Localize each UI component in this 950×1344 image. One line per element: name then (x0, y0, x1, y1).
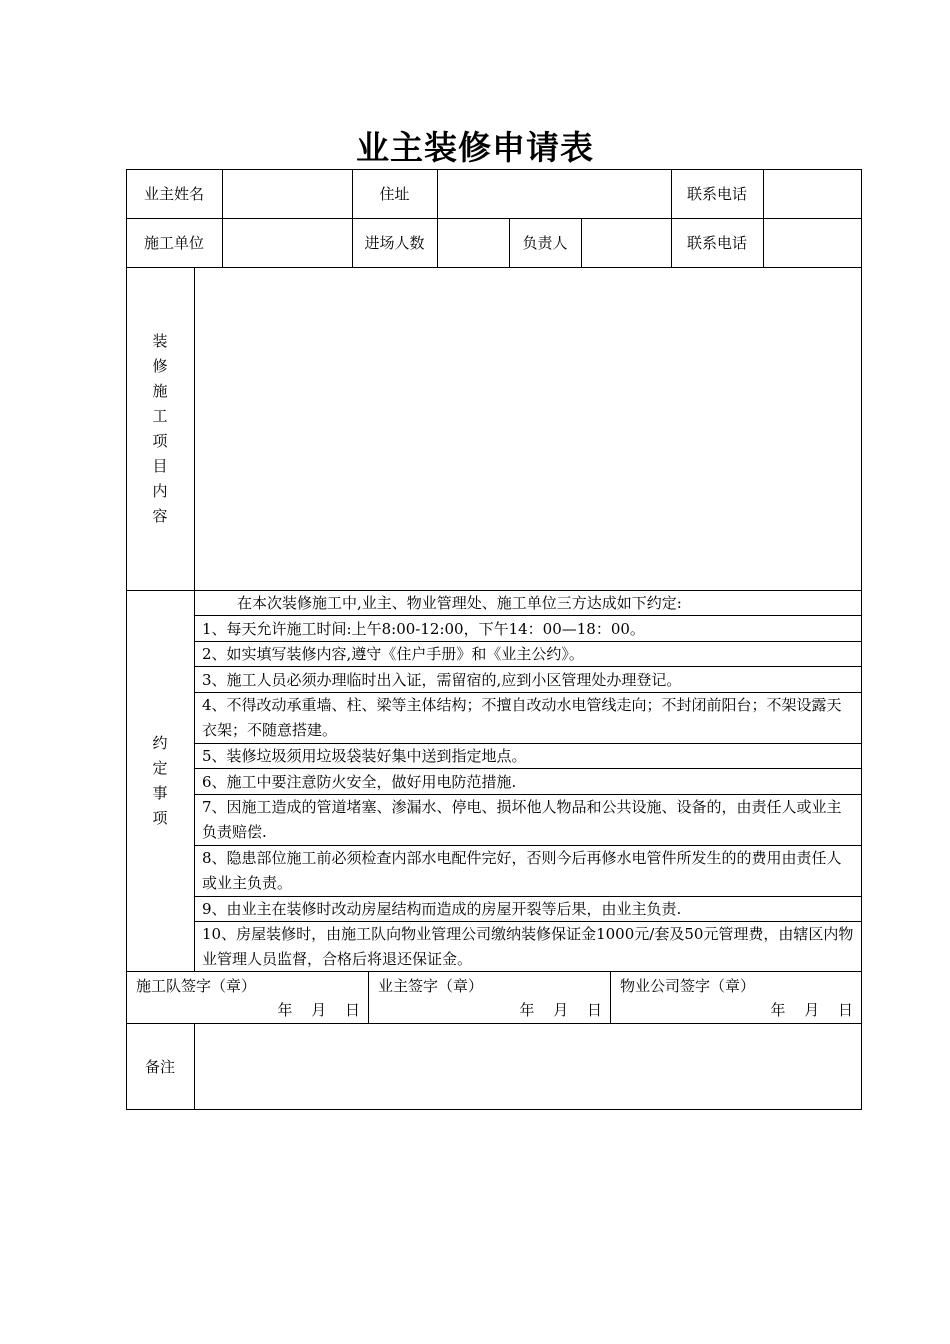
property-signature-label: 物业公司签字（章） (620, 977, 756, 995)
owner-phone-label: 联系电话 (686, 185, 747, 203)
owner-signature-date: 年 月 日 (519, 1001, 602, 1019)
agreement-item: 5、装修垃圾须用垃圾袋装好集中送到指定地点。 (202, 747, 527, 765)
agreement-intro: 在本次装修施工中,业主、物业管理处、施工单位三方达成如下约定: (237, 594, 682, 612)
headcount-label: 进场人数 (364, 234, 425, 252)
project-content-label (126, 267, 194, 590)
agreement-label-char: 定 (152, 758, 168, 777)
project-label-char: 施 (152, 381, 168, 400)
remarks-label: 备注 (144, 1057, 175, 1076)
project-label-char: 项 (152, 431, 168, 450)
contractor-signature-cell[interactable] (126, 971, 368, 1023)
contractor-phone-label: 联系电话 (686, 234, 747, 252)
agreement-item: 9、由业主在装修时改动房屋结构而造成的房屋开裂等后果，由业主负责. (202, 900, 682, 918)
agreement-item: 8、隐患部位施工前必须检查内部水电配件完好，否则今后再修水电管件所发生的的费用由责任人或业主负责。 (202, 849, 842, 892)
project-label-char: 修 (152, 356, 168, 375)
agreement-item: 7、因施工造成的管道堵塞、渗漏水、停电、损坏他人物品和公共设施、设备的，由责任人或业主负责赔偿. (202, 798, 842, 841)
contractor-signature-date: 年 月 日 (277, 1001, 360, 1019)
owner-signature-label: 业主签字（章） (378, 977, 484, 995)
agreement-item: 2、如实填写装修内容,遵守《住户手册》和《业主公约》。 (202, 645, 584, 663)
headcount-field[interactable] (437, 218, 509, 267)
address-label: 住址 (379, 185, 410, 203)
project-label-char: 内 (152, 481, 168, 500)
agreement-item: 1、每天允许施工时间:上午8:00-12:00，下午14：00—18：00。 (202, 620, 645, 638)
contractor-field[interactable] (222, 218, 352, 267)
owner-signature-cell[interactable] (368, 971, 610, 1023)
agreement-item: 6、施工中要注意防火安全，做好用电防范措施. (202, 773, 517, 791)
owner-name-field[interactable] (222, 169, 352, 218)
agreement-item: 3、施工人员必须办理临时出入证，需留宿的,应到小区管理处办理登记。 (202, 671, 682, 689)
owner-phone-field[interactable] (763, 169, 861, 218)
project-label-char: 工 (152, 406, 168, 425)
page-title: 业主装修申请表 (356, 128, 594, 167)
project-label-char: 容 (152, 506, 168, 525)
contractor-phone-field[interactable] (763, 218, 861, 267)
remarks-field[interactable] (194, 1023, 861, 1109)
agreement-label-char: 约 (152, 733, 168, 752)
agreement-label-char: 项 (152, 808, 168, 827)
agreement-label (126, 590, 194, 971)
project-label-char: 装 (152, 331, 168, 350)
contractor-signature-label: 施工队签字（章） (136, 977, 257, 995)
property-signature-date: 年 月 日 (770, 1001, 853, 1019)
address-field[interactable] (437, 169, 671, 218)
person-in-charge-field[interactable] (581, 218, 671, 267)
agreement-label-char: 事 (152, 783, 168, 802)
owner-name-label: 业主姓名 (143, 185, 204, 203)
project-label-char: 目 (152, 456, 168, 475)
agreement-item: 4、不得改动承重墙、柱、梁等主体结构；不擅自改动水电管线走向；不封闭前阳台；不架设露天衣架；不随意搭建。 (202, 696, 842, 739)
agreement-item: 10、房屋装修时，由施工队向物业管理公司缴纳装修保证金1000元/套及50元管理费，由辖区内物业管理人员监督，合格后将退还保证金。 (202, 925, 854, 968)
contractor-label: 施工单位 (143, 234, 204, 252)
property-signature-cell[interactable] (610, 971, 861, 1023)
person-in-charge-label: 负责人 (522, 234, 568, 252)
project-content-field[interactable] (194, 267, 861, 590)
